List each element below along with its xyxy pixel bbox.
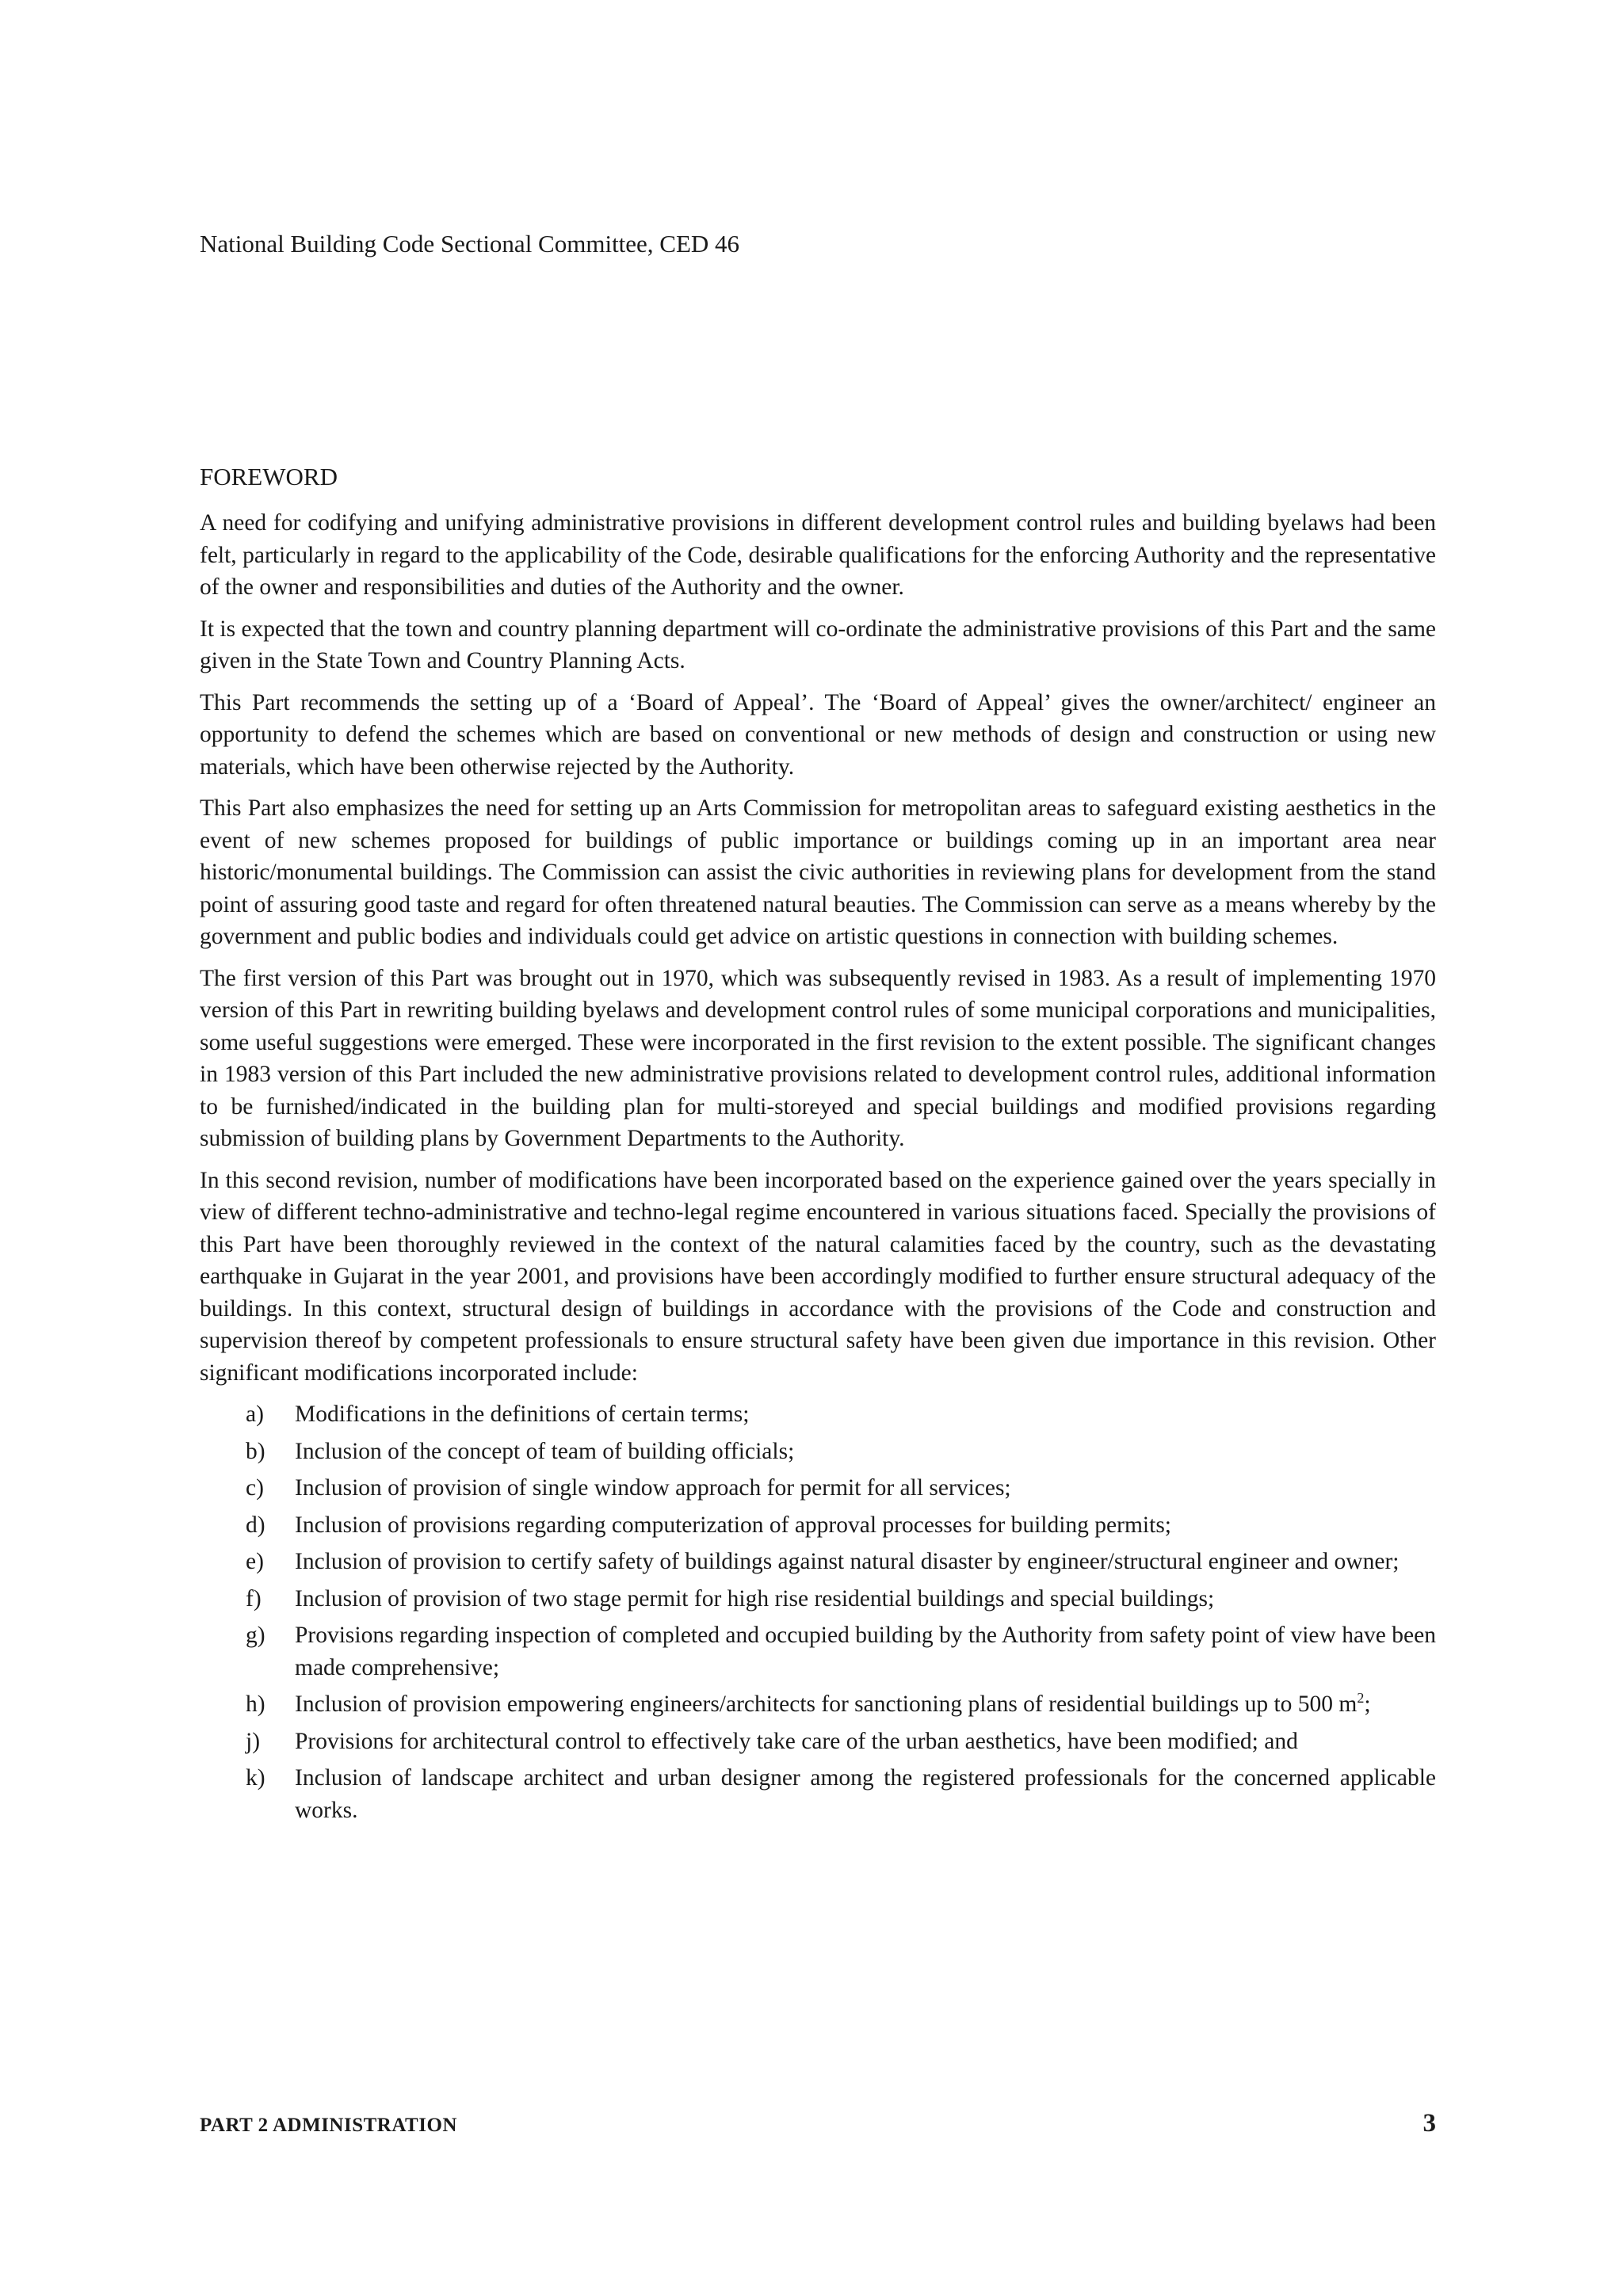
list-marker: c) xyxy=(246,1475,264,1501)
list-marker: h) xyxy=(246,1691,265,1717)
list-item-text: Modifications in the definitions of certain terms; xyxy=(295,1402,750,1427)
list-item-text xyxy=(295,1688,1436,1721)
list-item xyxy=(200,1583,1436,1615)
list-marker: g) xyxy=(246,1623,265,1648)
list-item-text: Inclusion of provision of single window approach for permit for all services; xyxy=(295,1475,1011,1501)
page-number: 3 xyxy=(1423,2109,1436,2138)
list-item xyxy=(200,1619,1436,1684)
committee-title: National Building Code Sectional Committee, CED 46 xyxy=(200,230,740,257)
list-item-text: Inclusion of provision of two stage permit for high rise residential buildings and special buildings; xyxy=(295,1585,1215,1611)
list-marker: a) xyxy=(246,1402,264,1427)
foreword-paragraph: A need for codifying and unifying administrative provisions in different development control rules and building byelaws had been felt, particularly in regard to the applicability of the Code, desirable qualifications for the enforcing Authority and the representative of the owner and responsibilities and duties of the Authority and the owner. xyxy=(200,510,1436,600)
list-item-text: Inclusion of provision to certify safety of buildings against natural disaster by engineer/structural engineer and owner; xyxy=(295,1549,1400,1574)
list-marker: d) xyxy=(246,1512,265,1538)
list-item xyxy=(200,1688,1436,1721)
list-item xyxy=(200,1436,1436,1468)
list-item-text: Provisions regarding inspection of completed and occupied building by the Authority from safety point of view have been made comprehensive; xyxy=(295,1623,1436,1680)
foreword-paragraph: This Part recommends the setting up of a ‘Board of Appeal’. The ‘Board of Appeal’ gives the owner/architect/ engineer an opportunity to defend the schemes which are based on conventional or new methods of design and construction or using new materials, which have been otherwise rejected by the Authority. xyxy=(200,689,1436,780)
list-item-text: Inclusion of the concept of team of building officials; xyxy=(295,1438,795,1464)
list-item xyxy=(200,1398,1436,1431)
list-item xyxy=(200,1762,1436,1826)
list-marker: f) xyxy=(246,1585,262,1611)
list-marker: b) xyxy=(246,1438,265,1464)
footer-part-label: PART 2 ADMINISTRATION xyxy=(200,2115,457,2136)
list-item xyxy=(200,1726,1436,1758)
list-item xyxy=(200,1509,1436,1542)
list-item-text: Inclusion of landscape architect and urban designer among the registered professionals for the concerned applicable works. xyxy=(295,1765,1436,1823)
list-marker: e) xyxy=(246,1549,264,1574)
foreword-body xyxy=(200,507,1436,1831)
modifications-list xyxy=(200,1398,1436,1826)
page-footer xyxy=(200,2109,1436,2138)
foreword-paragraph: It is expected that the town and country planning department will co-ordinate the administrative provisions of this Part and the same given in the State Town and Country Planning Acts. xyxy=(200,616,1436,673)
list-item-text-suffix: ; xyxy=(1364,1691,1371,1717)
foreword-heading: FOREWORD xyxy=(200,463,338,490)
foreword-paragraph: In this second revision, number of modifications have been incorporated based on the experience gained over the years specially in view of different techno-administrative and techno-legal regime encountered in various situations faced. Specially the provisions of this Part have been thoroughly reviewed in the context of the natural calamities faced by the country, such as the devastating earthquake in Gujarat in the year 2001, and provisions have been accordingly modified to further ensure structural adequacy of the buildings. In this context, structural design of buildings in accordance with the provisions of the Code and construction and supervision thereof by competent professionals to ensure structural safety have been given due importance in this revision. Other significant modifications incorporated include: xyxy=(200,1167,1436,1386)
foreword-paragraph: The first version of this Part was brought out in 1970, which was subsequently revised in 1983. As a result of implementing 1970 version of this Part in rewriting building byelaws and development control rules of some municipal corporations and municipalities, some useful suggestions were emerged. These were incorporated in the first revision to the extent possible. The significant changes in 1983 version of this Part included the new administrative provisions related to development control rules, additional information to be furnished/indicated in the building plan for multi-storeyed and special buildings and modified provisions regarding submission of building plans by Government Departments to the Authority. xyxy=(200,965,1436,1151)
list-item-text: Inclusion of provisions regarding computerization of approval processes for building permits; xyxy=(295,1512,1171,1538)
superscript-exponent: 2 xyxy=(1357,1690,1365,1707)
list-marker: j) xyxy=(246,1728,261,1754)
list-item-text: Provisions for architectural control to effectively take care of the urban aesthetics, have been modified; and xyxy=(295,1728,1298,1754)
foreword-paragraph: This Part also emphasizes the need for setting up an Arts Commission for metropolitan areas to safeguard existing aesthetics in the event of new schemes proposed for buildings of public importance or buildings coming up in an important area near historic/monumental buildings. The Commission can assist the civic authorities in reviewing plans for development from the stand point of assuring good taste and regard for often threatened natural beauties. The Commission can serve as a means whereby by the government and public bodies and individuals could get advice on artistic questions in connection with building schemes. xyxy=(200,795,1436,949)
list-item xyxy=(200,1546,1436,1578)
list-item xyxy=(200,1472,1436,1505)
list-item-text-main: Inclusion of provision empowering engineers/architects for sanctioning plans of residential buildings up to 500 m xyxy=(295,1691,1358,1717)
list-marker: k) xyxy=(246,1765,265,1791)
